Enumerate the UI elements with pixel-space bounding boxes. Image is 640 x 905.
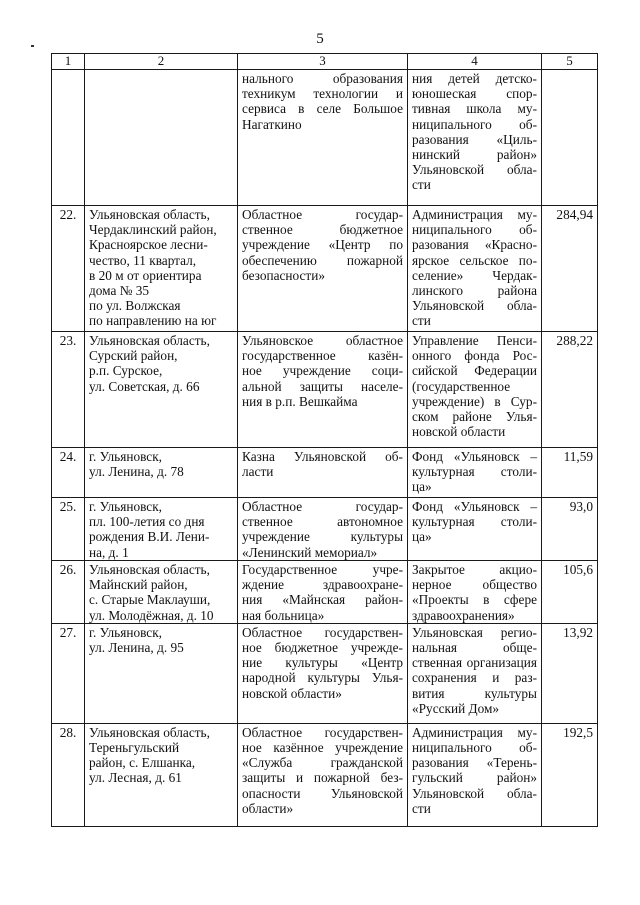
area-value: 192,5 [563,724,593,740]
recipient-cell [408,448,542,498]
holder-line: новской области» [242,685,342,701]
recipient-line: нерное общество [412,577,537,593]
address-cell [85,561,238,624]
recipient-line: ниципального об- [412,740,537,756]
recipient-line: культурная столи- [412,464,537,480]
address-line: Ульяновская область, [89,333,210,348]
address-line: по ул. Волжская [89,298,181,314]
holder-line: ния «Майнская район- [242,592,403,608]
address-line: с. Старые Маклауши, [89,592,211,608]
holder-line: «Ленинский мемориал» [242,544,378,560]
row-number-cell [52,561,85,624]
holder-line: безопасности» [242,267,325,283]
table-row [52,332,598,448]
holder-line: опасности Ульяновской [242,785,403,801]
recipient-line: ца» [412,479,432,495]
address-line: Ульяновская область, [89,207,210,222]
table-row [52,498,598,561]
holder-line: Областное государ- [242,207,403,222]
recipient-line: (государственное [412,378,511,394]
address-line: г. Ульяновск, [89,499,162,514]
holder-cell [238,623,408,723]
holder-line: Областное государствен- [242,624,403,640]
row-number-cell [52,723,85,826]
holder-line: «Служба гражданской [242,755,403,771]
header-cell-num: 1 [52,54,85,70]
row-number: 28. [59,724,77,740]
area-value: 288,22 [556,333,593,348]
header-cell-recipient: 4 [408,54,542,70]
holder-cell [238,723,408,826]
holder-cell [238,332,408,448]
address-cell [85,206,238,332]
address-line: пл. 100-летия со дня [89,514,205,530]
recipient-line: ском районе Улья- [412,409,537,425]
address-cell [85,498,238,561]
holder-line: ное бюджетное учрежде- [242,640,403,656]
address-line: г. Ульяновск, [89,449,162,464]
recipient-line: сийской Федерации [412,363,537,379]
address-line: ул. Молодёжная, д. 10 [89,607,214,623]
area-value: 284,94 [556,207,593,222]
holder-line: ния в р.п. Вешкайма [242,393,358,409]
area-cell [542,498,598,561]
address-cell [85,70,238,206]
address-line: на, д. 1 [89,544,129,560]
header-cell-holder: 3 [238,54,408,70]
area-cell [542,70,598,206]
holder-line: обеспечению пожарной [242,252,403,268]
recipient-cell [408,723,542,826]
recipient-line: «Проекты в сфере [412,592,537,608]
area-cell [542,723,598,826]
recipient-line: разования «Терень- [412,755,537,771]
area-cell [542,623,598,723]
recipient-line: Ульяновской обла- [412,162,537,178]
area-value: 93,0 [569,499,593,514]
recipient-line: вития культуры [412,685,537,701]
row-number: 22. [59,207,77,222]
holder-line: Государственное учре- [242,562,403,577]
address-cell [85,623,238,723]
holder-cell [238,498,408,561]
holder-line: нального образования [242,71,403,86]
holder-line: народной культуры Улья- [242,670,403,686]
table-row [52,70,598,206]
recipient-line: сти [412,313,431,329]
recipient-line: Закрытое акцио- [412,562,537,577]
recipient-line: гульский район» [412,770,537,786]
header-row [52,54,598,70]
holder-line: ное казённое учреждение [242,740,403,756]
holder-line: области» [242,800,294,816]
holder-line: государственное казён- [242,348,403,364]
address-line: ул. Лесная, д. 61 [89,770,182,786]
address-cell [85,448,238,498]
recipient-line: Фонд «Ульяновск – [412,499,537,514]
row-number-cell [52,498,85,561]
holder-line: защиты и пожарной без- [242,770,403,786]
holder-line: ная больница» [242,607,325,623]
holder-line: учреждение «Центр по [242,237,403,253]
table-row [52,448,598,498]
holder-line: ждение здравоохране- [242,577,403,593]
recipient-line: ярское сельское по- [412,252,537,268]
row-number: 26. [59,562,77,577]
holder-line: учреждение культуры [242,529,403,545]
address-line: рождения В.И. Лени- [89,529,210,545]
recipient-line: ниципального об- [412,116,537,132]
recipient-line: селение» Чердак- [412,267,537,283]
address-cell [85,723,238,826]
recipient-line: Ульяновской обла- [412,298,537,314]
holder-line: Ульяновское областное [242,333,403,348]
recipient-cell [408,498,542,561]
address-line: Чердаклинский район, [89,222,217,238]
address-line: р.п. Сурское, [89,363,163,379]
holder-line: техникум технологии и [242,86,403,102]
recipient-line: ственная организация [412,655,537,671]
area-cell [542,561,598,624]
address-line: ул. Ленина, д. 95 [89,640,184,656]
row-number: 24. [59,449,77,464]
holder-line: Областное государствен- [242,724,403,740]
row-number-cell [52,70,85,206]
recipient-cell [408,332,542,448]
area-cell [542,332,598,448]
table-row [52,561,598,624]
area-value: 11,59 [563,449,593,464]
recipient-line: новской области [412,424,506,440]
holder-line: Казна Ульяновской об- [242,449,403,464]
address-line: Сурский район, [89,348,178,364]
holder-cell [238,206,408,332]
area-cell [542,448,598,498]
table-row [52,723,598,826]
address-line: Ульяновская область, [89,724,210,740]
recipient-line: нинский район» [412,147,537,163]
row-number-cell [52,332,85,448]
recipient-line: Администрация му- [412,724,537,740]
recipient-line: Управление Пенси- [412,333,537,348]
table-row [52,206,598,332]
recipient-cell [408,206,542,332]
row-number: 23. [59,333,77,348]
recipient-line: юношеская спор- [412,86,537,102]
table-row [52,623,598,723]
address-line: дома № 35 [89,283,150,299]
row-number-cell [52,448,85,498]
holder-line: Нагаткино [242,116,302,132]
recipient-line: тивная школа му- [412,101,537,117]
recipient-line: здравоохранения» [412,607,515,623]
holder-cell [238,448,408,498]
area-cell [542,206,598,332]
recipient-line: разования «Циль- [412,131,537,147]
recipient-line: ниципального об- [412,222,537,238]
area-value: 13,92 [563,624,593,640]
recipient-line: ния детей детско- [412,71,537,86]
row-number: 27. [59,624,77,640]
holder-line: сервиса в селе Большое [242,101,403,117]
holder-cell [238,70,408,206]
holder-line: Областное государ- [242,499,403,514]
address-line: ул. Ленина, д. 78 [89,464,184,480]
area-value: 105,6 [563,562,593,577]
holder-line: ственное бюджетное [242,222,403,238]
recipient-line: нальная обще- [412,640,537,656]
address-line: чество, 11 квартал, [89,252,197,268]
page-number: 5 [316,31,324,47]
address-line: Тереньгульский [89,740,180,756]
address-line: район, с. Елшанка, [89,755,196,771]
recipient-line: Ульяновской обла- [412,785,537,801]
recipient-line: учреждение) в Сур- [412,393,537,409]
address-cell [85,332,238,448]
recipient-line: сти [412,177,431,193]
address-line: в 20 м от ориентира [89,267,202,283]
property-table [51,53,598,827]
recipient-line: разования «Красно- [412,237,537,253]
row-number: 25. [59,499,77,514]
row-number-cell [52,623,85,723]
holder-line: ние культуры «Центр [242,655,403,671]
holder-line: альной защиты населе- [242,378,403,394]
recipient-cell [408,623,542,723]
holder-line: ное учреждение соци- [242,363,403,379]
recipient-line: онного фонда Рос- [412,348,537,364]
address-line: г. Ульяновск, [89,624,162,640]
header-cell-address: 2 [85,54,238,70]
recipient-line: Ульяновская регио- [412,624,537,640]
address-line: по направлению на юг [89,313,217,329]
recipient-line: Администрация му- [412,207,537,222]
holder-line: ственное автономное [242,514,403,530]
recipient-line: «Русский Дом» [412,700,500,716]
holder-line: ласти [242,464,274,480]
holder-cell [238,561,408,624]
address-line: Красноярское лесни- [89,237,208,253]
address-line: Ульяновская область, [89,562,210,577]
row-number-cell [52,206,85,332]
header-cell-area: 5 [542,54,598,70]
recipient-line: сти [412,800,431,816]
recipient-line: ца» [412,529,432,545]
scan-mark [31,45,34,47]
address-line: Майнский район, [89,577,188,593]
address-line: ул. Советская, д. 66 [89,378,200,394]
recipient-cell [408,70,542,206]
recipient-cell [408,561,542,624]
recipient-line: Фонд «Ульяновск – [412,449,537,464]
recipient-line: сохранения и раз- [412,670,537,686]
recipient-line: культурная столи- [412,514,537,530]
recipient-line: линского района [412,283,537,299]
